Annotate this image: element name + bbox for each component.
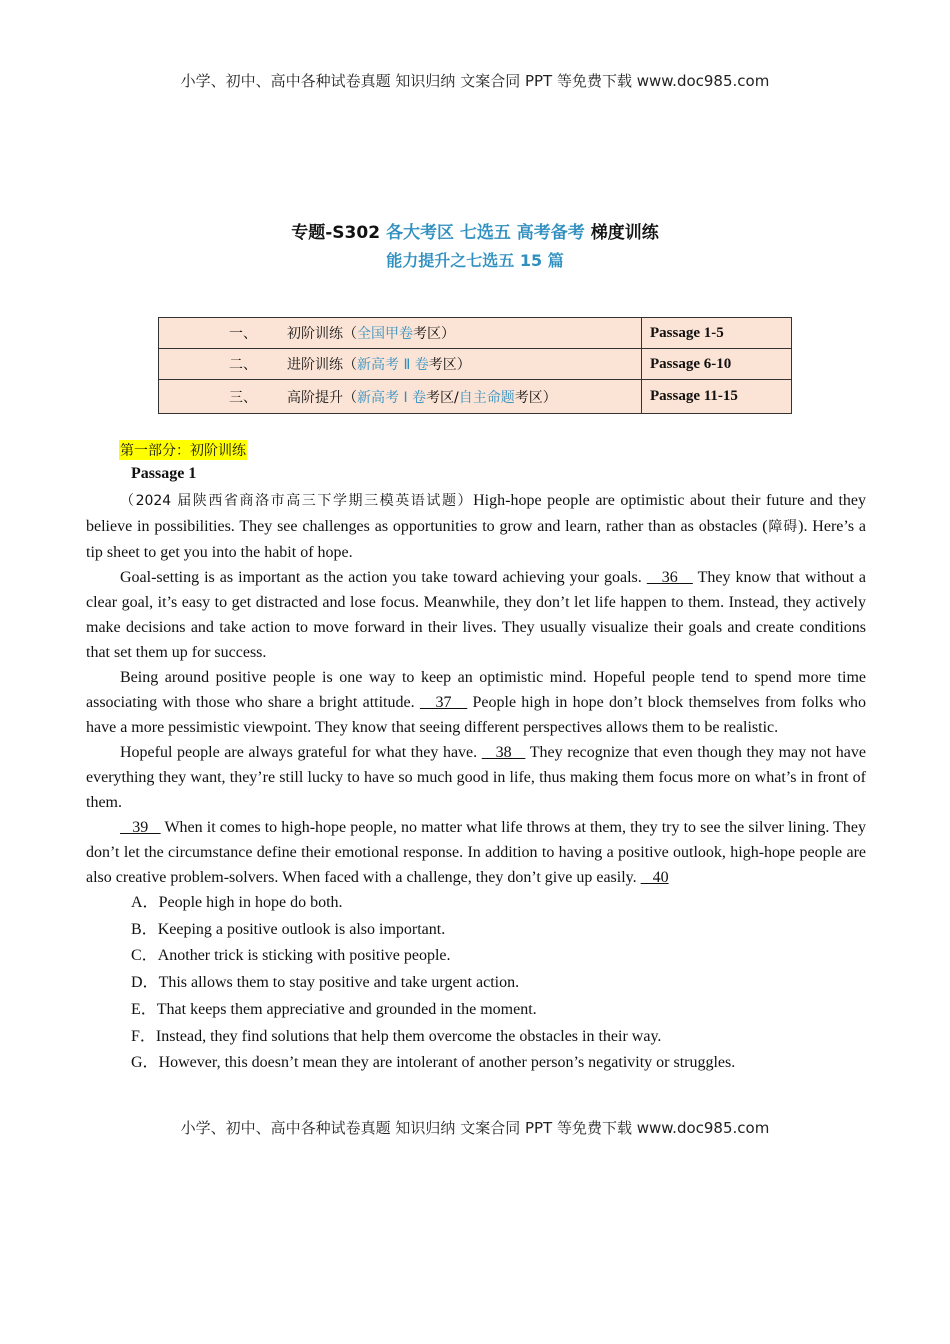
option-text: However, this doesn’t mean they are intolerant of another person’s negativity or struggles.	[158, 1054, 736, 1072]
toc-range: Passage 6-10	[642, 349, 792, 380]
paragraph-text: Being around positive people is one way to keep an optimistic mind. Hopeful people tend to spend more time associating with those who share a bright attitude.	[86, 669, 866, 711]
title-prefix: 专题-S302	[291, 223, 386, 243]
passage-body	[86, 488, 866, 890]
option-text: This allows them to stay positive and take urgent action.	[158, 974, 520, 992]
passage-source: （2024 届陕西省商洛市高三下学期三模英语试题）	[120, 493, 474, 509]
section-label: 第一部分：初阶训练	[119, 440, 247, 460]
option-letter: E．	[131, 1000, 157, 1018]
paragraph-text: High-hope people are optimistic about their future and they believe in possibilities. They see challenges as opportunities to grow and learn, rather than as obstacles (	[86, 492, 867, 535]
option-d[interactable]	[131, 970, 871, 997]
toc-num: 一、	[229, 326, 257, 342]
toc-text: 高阶提升（	[287, 389, 357, 406]
option-c[interactable]	[131, 943, 871, 970]
paragraph-text: They recognize that even though they may not have everything they want, they’re still lucky to have so much good in life, thus making them focus more on what’s in front of them.	[86, 744, 867, 811]
toc-label	[159, 349, 642, 380]
blank-38[interactable]: 38	[481, 744, 526, 761]
page-header: 小学、初中、高中各种试卷真题 知识归纳 文案合同 PPT 等免费下载 www.doc985.com	[180, 72, 770, 90]
option-e[interactable]	[131, 997, 871, 1024]
paragraph	[86, 740, 866, 815]
answer-options	[131, 890, 871, 1077]
blank-40[interactable]: 40	[640, 869, 669, 886]
option-text: Keeping a positive outlook is also important.	[157, 920, 446, 938]
option-letter: D．	[131, 974, 159, 992]
toc-text: 进阶训练（	[287, 357, 357, 373]
toc-region: 自主命题	[458, 389, 515, 406]
option-b[interactable]	[131, 917, 871, 944]
toc-label	[159, 318, 642, 349]
table-row	[159, 318, 792, 349]
option-a[interactable]	[131, 890, 871, 917]
toc-num: 二、	[229, 357, 257, 373]
contents-table	[158, 317, 792, 414]
paragraph	[86, 565, 866, 665]
paragraph-note: 障碍	[767, 519, 799, 535]
blank-36[interactable]: 36	[646, 569, 693, 586]
option-text: That keeps them appreciative and grounded in the moment.	[156, 1000, 537, 1018]
option-text: People high in hope do both.	[158, 894, 343, 911]
option-letter: B．	[131, 920, 158, 938]
toc-text: 考区/	[426, 389, 459, 406]
toc-range: Passage 11-15	[642, 380, 792, 414]
toc-region: 全国甲卷	[357, 326, 413, 342]
toc-region: 新高考 Ⅱ 卷	[357, 357, 429, 373]
option-letter: C．	[131, 947, 158, 965]
toc-num: 三、	[229, 389, 257, 406]
document-title	[0, 218, 950, 243]
paragraph	[86, 488, 866, 565]
passage-title: Passage 1	[131, 465, 197, 482]
paragraph-text: Goal-setting is as important as the action you take toward achieving your goals.	[120, 569, 647, 586]
option-letter: A．	[131, 894, 159, 911]
toc-text: 初阶训练（	[287, 326, 357, 342]
table-row	[159, 380, 792, 414]
paragraph	[86, 815, 866, 890]
toc-text: 考区）	[428, 357, 471, 373]
document-subtitle: 能力提升之七选五 15 篇	[386, 251, 564, 270]
blank-39[interactable]: 39	[120, 819, 161, 836]
blank-37[interactable]: 37	[419, 694, 468, 711]
option-g[interactable]	[131, 1050, 871, 1077]
table-row	[159, 349, 792, 380]
option-letter: F．	[131, 1027, 156, 1045]
toc-range: Passage 1-5	[642, 318, 792, 349]
paragraph-text: When it comes to high-hope people, no matter what life throws at them, they try to see the silver lining. They don’t let the circumstance define their emotional response. In addition to having a positive outlook, high-hope people are also creative problem-solvers. When faced with a challenge, they don’t give up easily.	[86, 819, 867, 886]
paragraph-text: People high in hope don’t block themselves from folks who have a more pessimistic viewpoint. They know that seeing different perspectives allows them to be realistic.	[86, 694, 866, 736]
paragraph	[86, 665, 866, 740]
paragraph-text: ). Here’s a tip sheet to get you into the habit of hope.	[86, 518, 867, 561]
title-highlight: 各大考区 七选五 高考备考	[385, 223, 585, 243]
toc-region: 新高考 Ⅰ 卷	[357, 389, 427, 406]
toc-text: 考区）	[514, 389, 557, 406]
option-letter: G．	[131, 1054, 159, 1072]
toc-label	[159, 380, 642, 414]
option-text: Instead, they find solutions that help them overcome the obstacles in their way.	[155, 1027, 662, 1045]
option-text: Another trick is sticking with positive people.	[157, 947, 451, 965]
option-f[interactable]	[131, 1024, 871, 1051]
paragraph-text: They know that without a clear goal, it’s easy to get distracted and lose focus. Meanwhile, they don’t let life happen to them. Instead, they actively make decisions and take action to move forward in their lives. They usually visualize their goals and create conditions that set them up for success.	[86, 569, 867, 661]
page-footer: 小学、初中、高中各种试卷真题 知识归纳 文案合同 PPT 等免费下载 www.doc985.com	[180, 1119, 770, 1137]
paragraph-text: Hopeful people are always grateful for what they have.	[120, 744, 482, 761]
toc-text: 考区）	[413, 326, 455, 342]
title-suffix: 梯度训练	[584, 223, 659, 243]
